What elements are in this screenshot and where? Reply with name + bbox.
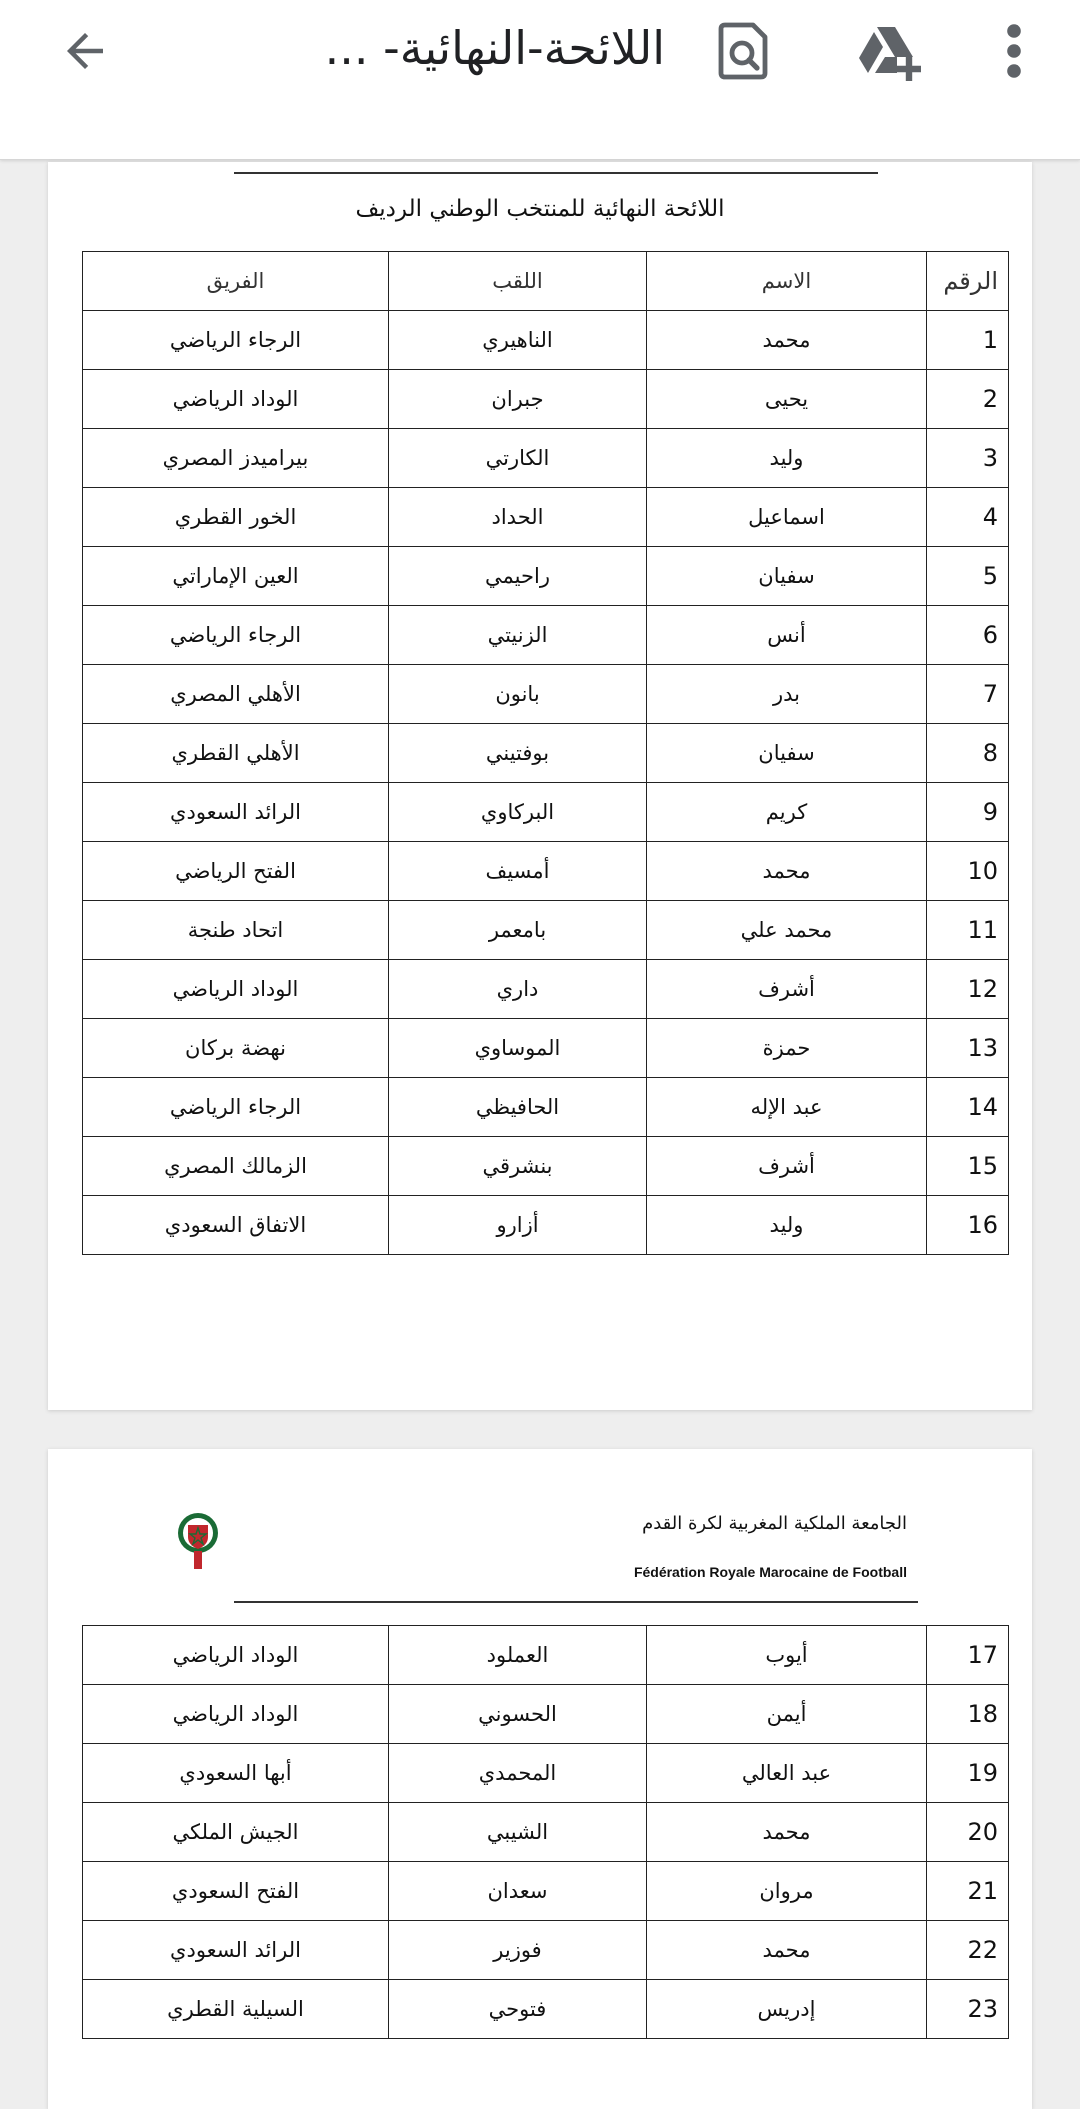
header-surname: اللقب (389, 252, 647, 311)
player-number: 23 (927, 1980, 1009, 2039)
player-name: مروان (647, 1862, 927, 1921)
player-number: 15 (927, 1137, 1009, 1196)
player-name: عبد الإله (647, 1078, 927, 1137)
player-name: كريم (647, 783, 927, 842)
table-row (83, 1980, 1009, 2039)
player-name: سفيان (647, 724, 927, 783)
player-name: أيمن (647, 1685, 927, 1744)
player-surname: بوفتيني (389, 724, 647, 783)
player-number: 9 (927, 783, 1009, 842)
player-team: الاتفاق السعودي (83, 1196, 389, 1255)
table-row (83, 429, 1009, 488)
player-surname: داري (389, 960, 647, 1019)
player-team: الرائد السعودي (83, 1921, 389, 1980)
player-name: محمد (647, 1803, 927, 1862)
table-row (83, 783, 1009, 842)
find-in-document-button[interactable] (712, 18, 778, 84)
frmf-crest-icon (176, 1511, 220, 1575)
header-number: الرقم (927, 252, 1009, 311)
roster-table-2 (82, 1625, 1009, 2039)
player-number: 14 (927, 1078, 1009, 1137)
player-number: 4 (927, 488, 1009, 547)
player-team: الجيش الملكي (83, 1803, 389, 1862)
player-number: 18 (927, 1685, 1009, 1744)
table-row (83, 901, 1009, 960)
table-row (83, 606, 1009, 665)
player-number: 21 (927, 1862, 1009, 1921)
player-surname: سعدان (389, 1862, 647, 1921)
document-page-1 (48, 162, 1032, 1410)
player-name: وليد (647, 429, 927, 488)
table-row (83, 1078, 1009, 1137)
player-name: محمد علي (647, 901, 927, 960)
more-vert-icon (1004, 23, 1024, 79)
roster-table-1 (82, 251, 1009, 1255)
header-name: الاسم (647, 252, 927, 311)
player-surname: المحمدي (389, 1744, 647, 1803)
table-row (83, 1862, 1009, 1921)
player-team: السيلية القطري (83, 1980, 389, 2039)
table-row (83, 370, 1009, 429)
table-row (83, 1626, 1009, 1685)
player-name: عبد العالي (647, 1744, 927, 1803)
player-surname: الحسوني (389, 1685, 647, 1744)
federation-name-arabic: الجامعة الملكية المغربية لكرة القدم (642, 1513, 907, 1534)
player-surname: بانون (389, 665, 647, 724)
player-number: 7 (927, 665, 1009, 724)
player-team: الخور القطري (83, 488, 389, 547)
table-row (83, 1137, 1009, 1196)
player-surname: الناهيري (389, 311, 647, 370)
table-row (83, 1685, 1009, 1744)
player-team: أبها السعودي (83, 1744, 389, 1803)
player-team: الرجاء الرياضي (83, 606, 389, 665)
page-header-rule (234, 172, 878, 174)
player-surname: العملود (389, 1626, 647, 1685)
player-number: 22 (927, 1921, 1009, 1980)
player-number: 2 (927, 370, 1009, 429)
table-row (83, 724, 1009, 783)
player-surname: جبران (389, 370, 647, 429)
add-to-drive-button[interactable] (852, 18, 928, 88)
document-title: اللائحة-النهائية- ... (324, 21, 665, 75)
add-to-drive-icon (855, 23, 925, 83)
document-page-2 (48, 1449, 1032, 2109)
table-row (83, 547, 1009, 606)
player-name: حمزة (647, 1019, 927, 1078)
player-surname: أمسيف (389, 842, 647, 901)
player-number: 13 (927, 1019, 1009, 1078)
player-number: 19 (927, 1744, 1009, 1803)
federation-name-french: Fédération Royale Marocaine de Football (633, 1564, 907, 1580)
more-options-button[interactable] (990, 18, 1038, 84)
table-row (83, 1803, 1009, 1862)
player-team: الوداد الرياضي (83, 1685, 389, 1744)
player-team: الأهلي المصري (83, 665, 389, 724)
player-name: يحيى (647, 370, 927, 429)
player-team: الأهلي القطري (83, 724, 389, 783)
player-number: 6 (927, 606, 1009, 665)
player-number: 3 (927, 429, 1009, 488)
player-team: اتحاد طنجة (83, 901, 389, 960)
table-row (83, 1196, 1009, 1255)
player-surname: بنشرقي (389, 1137, 647, 1196)
table-row (83, 842, 1009, 901)
find-in-document-icon (717, 21, 773, 81)
player-surname: الشيبي (389, 1803, 647, 1862)
player-team: الرجاء الرياضي (83, 1078, 389, 1137)
player-name: سفيان (647, 547, 927, 606)
table-row (83, 1921, 1009, 1980)
player-surname: بامعمر (389, 901, 647, 960)
player-surname: فتوحي (389, 1980, 647, 2039)
player-team: الرجاء الرياضي (83, 311, 389, 370)
player-name: أشرف (647, 960, 927, 1019)
player-name: أشرف (647, 1137, 927, 1196)
player-surname: فوزير (389, 1921, 647, 1980)
table-header-row (83, 252, 1009, 311)
player-name: اسماعيل (647, 488, 927, 547)
player-name: محمد (647, 842, 927, 901)
player-team: الزمالك المصري (83, 1137, 389, 1196)
player-team: الوداد الرياضي (83, 370, 389, 429)
player-number: 20 (927, 1803, 1009, 1862)
player-number: 12 (927, 960, 1009, 1019)
player-surname: الموساوي (389, 1019, 647, 1078)
player-team: نهضة بركان (83, 1019, 389, 1078)
page-header-rule (234, 1601, 918, 1603)
player-number: 16 (927, 1196, 1009, 1255)
player-team: الوداد الرياضي (83, 1626, 389, 1685)
player-surname: الزنيتي (389, 606, 647, 665)
player-team: العين الإماراتي (83, 547, 389, 606)
table-row (83, 665, 1009, 724)
table-row (83, 1019, 1009, 1078)
player-number: 5 (927, 547, 1009, 606)
player-number: 17 (927, 1626, 1009, 1685)
player-name: محمد (647, 1921, 927, 1980)
arrow-back-icon (58, 24, 112, 78)
player-team: الفتح الرياضي (83, 842, 389, 901)
player-surname: الحافيظي (389, 1078, 647, 1137)
player-name: وليد (647, 1196, 927, 1255)
table-row (83, 311, 1009, 370)
player-surname: أزارو (389, 1196, 647, 1255)
player-name: بدر (647, 665, 927, 724)
player-surname: راحيمي (389, 547, 647, 606)
table-row (83, 488, 1009, 547)
header-team: الفريق (83, 252, 389, 311)
player-number: 10 (927, 842, 1009, 901)
list-title: اللائحة النهائية للمنتخب الوطني الرديف (355, 196, 725, 222)
player-name: محمد (647, 311, 927, 370)
player-number: 1 (927, 311, 1009, 370)
player-team: بيراميدز المصري (83, 429, 389, 488)
table-row (83, 960, 1009, 1019)
player-team: الرائد السعودي (83, 783, 389, 842)
player-name: إدريس (647, 1980, 927, 2039)
player-team: الوداد الرياضي (83, 960, 389, 1019)
back-button[interactable] (52, 18, 118, 84)
player-name: أيوب (647, 1626, 927, 1685)
player-team: الفتح السعودي (83, 1862, 389, 1921)
player-name: أنس (647, 606, 927, 665)
app-bar (0, 0, 1080, 160)
player-surname: الكارتي (389, 429, 647, 488)
player-surname: البركاوي (389, 783, 647, 842)
player-number: 8 (927, 724, 1009, 783)
player-surname: الحداد (389, 488, 647, 547)
table-row (83, 1744, 1009, 1803)
player-number: 11 (927, 901, 1009, 960)
